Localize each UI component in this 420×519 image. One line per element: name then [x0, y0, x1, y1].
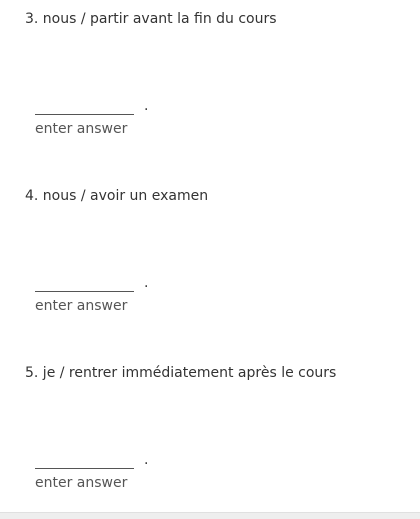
question-prompt: 4. nous / avoir un examen: [25, 188, 209, 204]
answer-input[interactable]: [35, 114, 134, 115]
answer-input[interactable]: [35, 468, 134, 469]
answer-input[interactable]: [35, 291, 134, 292]
sentence-period: .: [144, 275, 149, 291]
bottom-divider: [0, 512, 420, 519]
sentence-period: .: [144, 98, 149, 114]
question-prompt: 5. je / rentrer immédiatement après le cours: [25, 365, 337, 381]
answer-hint: enter answer: [35, 298, 128, 314]
question-prompt: 3. nous / partir avant la fin du cours: [25, 11, 277, 27]
answer-hint: enter answer: [35, 121, 128, 137]
answer-hint: enter answer: [35, 475, 128, 491]
sentence-period: .: [144, 452, 149, 468]
